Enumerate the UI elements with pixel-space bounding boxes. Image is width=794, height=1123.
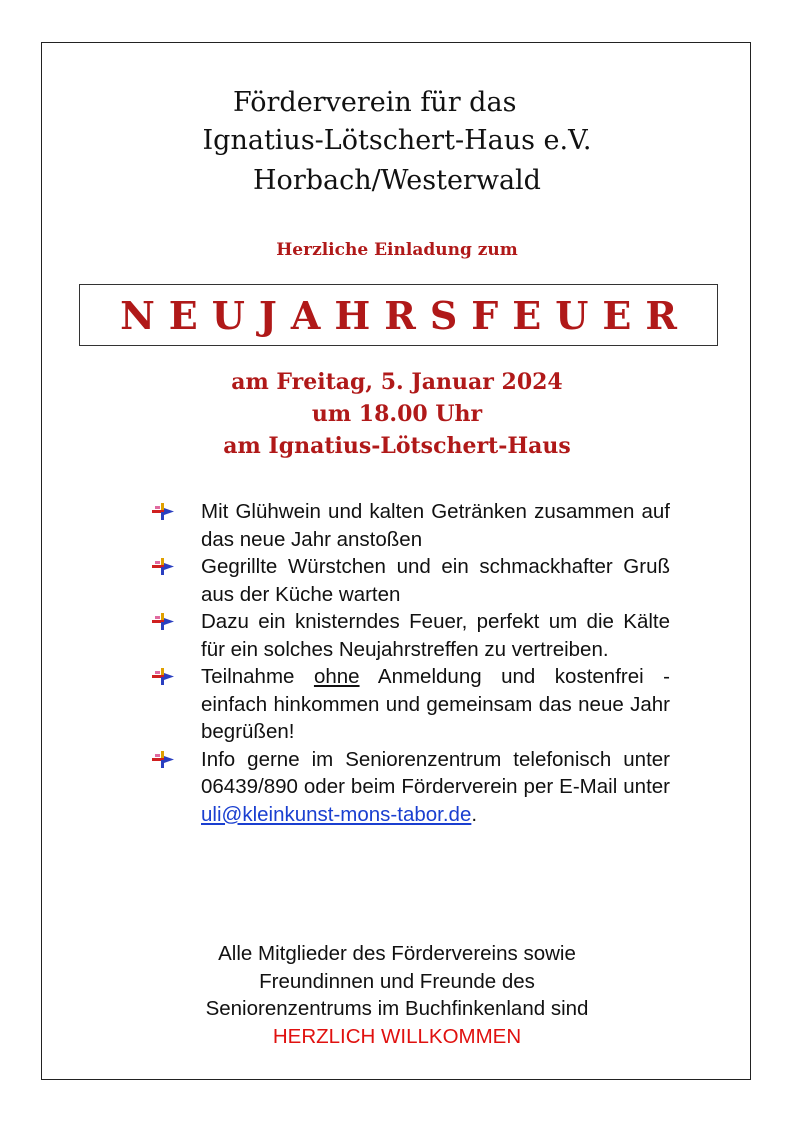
list-item-text-before: Info gerne im Seniorenzentrum telefonisch unter 06439/890 oder beim Förderverein per E-Mail unter: [201, 747, 670, 798]
closing-block: [0, 940, 794, 1050]
four-color-arrow-bullet-icon: [152, 503, 174, 521]
list-item-text-after: .: [471, 802, 478, 826]
list-item-text: Mit Glühwein und kalten Getränken zusammen auf das neue Jahr anstoßen: [201, 500, 670, 551]
invite-text: Herzliche Einladung zum: [276, 240, 518, 260]
four-color-arrow-bullet-icon: [152, 668, 174, 686]
event-date: am Freitag, 5. Januar 2024: [231, 369, 563, 395]
email-link[interactable]: uli@kleinkunst-mons-tabor.de: [201, 802, 472, 826]
list-item: [150, 608, 670, 663]
list-item: [150, 553, 670, 608]
four-color-arrow-bullet-icon: [152, 558, 174, 576]
event-title-box: [79, 284, 718, 346]
feature-list: [150, 498, 670, 828]
list-item: [150, 498, 670, 553]
event-place: am Ignatius-Lötschert-Haus: [223, 433, 571, 459]
event-title: NEUJAHRSFEUER: [120, 292, 691, 338]
org-line-3: Horbach/Westerwald: [253, 165, 541, 196]
list-item: [150, 746, 670, 829]
closing-line-1: Alle Mitglieder des Fördervereins sowie: [218, 942, 576, 965]
list-item: [150, 663, 670, 746]
list-item-text: Gegrillte Würstchen und ein schmackhafter Gruß aus der Küche warten: [201, 555, 670, 606]
four-color-arrow-bullet-icon: [152, 613, 174, 631]
closing-line-3: Seniorenzentrums im Buchfinkenland sind: [205, 997, 589, 1020]
closing-line-2: Freundinnen und Freunde des: [259, 969, 535, 993]
list-item-text-after: Anmeldung und kostenfrei - einfach hinkommen und gemeinsam das neue Jahr begrüßen!: [201, 665, 670, 743]
list-item-text: Dazu ein knisterndes Feuer, perfekt um die Kälte für ein solches Neujahrstreffen zu vertreiben.: [201, 610, 670, 661]
list-item-text-before: Teilnahme: [201, 665, 314, 688]
org-line-2: Ignatius-Lötschert-Haus e.V.: [202, 125, 592, 156]
four-color-arrow-bullet-icon: [152, 751, 174, 769]
emphasis-ohne: ohne: [313, 665, 360, 688]
org-line-1: Förderverein für das: [233, 87, 517, 118]
welcome-text: HERZLICH WILLKOMMEN: [272, 1024, 522, 1048]
event-time: um 18.00 Uhr: [311, 401, 483, 427]
